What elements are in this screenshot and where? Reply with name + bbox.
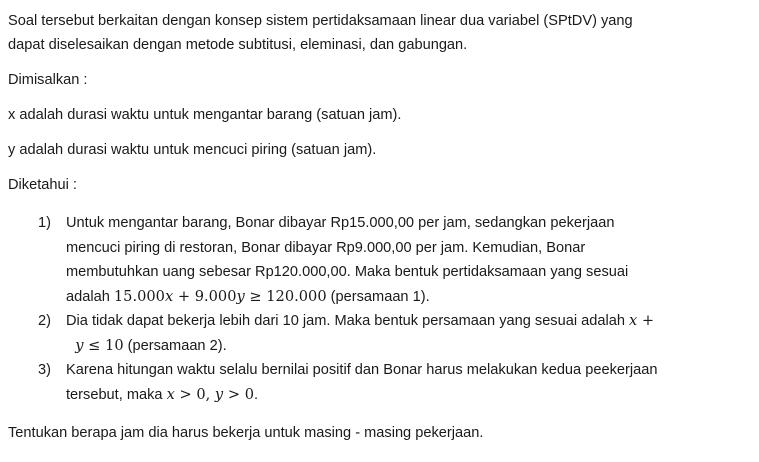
- item-1-line-4-prefix: adalah: [66, 288, 114, 305]
- intro-line-1: Soal tersebut berkaitan dengan konsep sistem pertidaksamaan linear dua variabel (SPtDV) yang: [8, 13, 633, 29]
- math-coef-a: 15.000: [113, 287, 165, 305]
- list-item: [8, 309, 749, 358]
- inequality-3: [167, 386, 254, 403]
- math-plus: +: [177, 287, 191, 305]
- math-var-x: x: [629, 312, 638, 329]
- item-3-line-2-suffix: .: [253, 386, 259, 403]
- math-var-x: x: [164, 287, 174, 305]
- list-item: [8, 211, 749, 309]
- given-list: [8, 211, 749, 407]
- math-relation: ≥: [249, 287, 262, 305]
- x-definition: x adalah durasi waktu untuk mengantar barang (satuan jam).: [8, 107, 402, 123]
- inequality-2-part-1: [629, 312, 654, 329]
- inequality-1: [114, 288, 327, 305]
- y-definition: y adalah durasi waktu untuk mencuci piring (satuan jam).: [8, 142, 377, 158]
- item-1-line-4-suffix: (persamaan 1).: [326, 288, 430, 305]
- math-coef-b: 9.000: [194, 287, 237, 305]
- math-plus: +: [641, 312, 655, 329]
- math-var-y: y: [236, 287, 245, 305]
- item-2-line-1: [66, 309, 749, 334]
- intro-line-2: dapat diselesaikan dengan metode subtitusi, eleminasi, dan gabungan.: [8, 37, 468, 53]
- item-1-line-2: mencuci piring di restoran, Bonar dibayar Rp9.000,00 per jam. Kemudian, Bonar: [66, 239, 586, 256]
- math-relation: >: [179, 385, 192, 403]
- question-text: Tentukan berapa jam dia harus bekerja untuk masing - masing pekerjaan.: [8, 425, 484, 441]
- list-item-number: 3): [38, 362, 51, 378]
- item-2-line-1-prefix: Dia tidak dapat bekerja lebih dari 10 jam. Maka bentuk persamaan yang sesuai adalah: [66, 313, 630, 329]
- list-item-number: 2): [38, 313, 51, 329]
- inequality-2-part-2: [66, 337, 124, 354]
- dimisalkan-label: Dimisalkan :: [8, 72, 88, 88]
- math-var-y: y: [75, 336, 84, 354]
- math-constant: 0,: [196, 385, 211, 403]
- item-2-line-2: [66, 334, 749, 359]
- list-item-number: 1): [38, 215, 51, 231]
- math-constant: 120.000: [266, 287, 327, 305]
- item-3-line-2: [66, 383, 749, 408]
- item-1-line-3: membutuhkan uang sebesar Rp120.000,00. Maka bentuk pertidaksamaan yang sesuai: [66, 264, 629, 280]
- item-1-line-4: [66, 285, 749, 310]
- math-constant: 0: [244, 385, 254, 403]
- item-3-line-1: Karena hitungan waktu selalu bernilai positif dan Bonar harus melakukan kedua peekerjaan: [66, 362, 658, 378]
- diketahui-label: Diketahui :: [8, 177, 77, 193]
- item-3-line-2-prefix: tersebut, maka: [66, 386, 167, 403]
- math-constant: 10: [105, 336, 124, 354]
- list-item: [8, 358, 749, 407]
- intro-paragraph: [8, 9, 749, 57]
- item-2-line-2-suffix: (persamaan 2).: [123, 337, 227, 354]
- math-var-y: y: [214, 385, 224, 403]
- math-var-x: x: [166, 385, 175, 403]
- item-1-line-1: Untuk mengantar barang, Bonar dibayar Rp15.000,00 per jam, sedangkan pekerjaan: [66, 215, 615, 231]
- math-relation: ≤: [88, 336, 101, 354]
- math-relation: >: [227, 385, 241, 403]
